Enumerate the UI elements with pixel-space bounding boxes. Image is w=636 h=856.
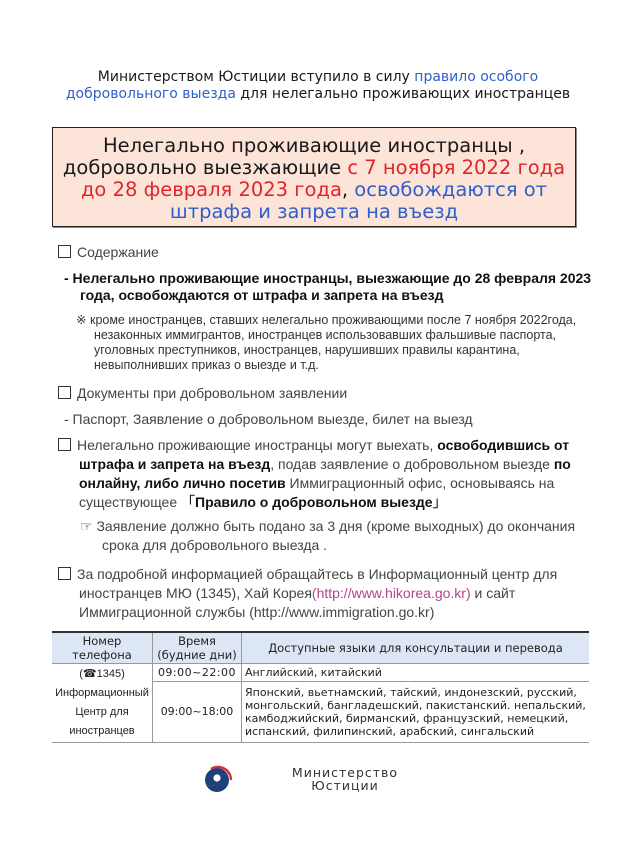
- proc-bold: освободившись от штрафа и запрета на въезд: [79, 437, 570, 472]
- phone-label: Информационный Центр для иностранцев: [55, 687, 149, 737]
- ministry-name: Министерство Юстиции: [291, 765, 399, 793]
- section-heading-label: Документы при добровольном заявлении: [77, 385, 348, 401]
- contact-text: и сайт Иммиграционной службы (http://www.immigration.go.kr): [79, 585, 516, 620]
- section-content-heading: [58, 244, 578, 261]
- languages-cell: Японский, вьетнамский, тайский, индонезский, русский, монгольский, бангладешский, пакистанский. непальский, камбоджийский, бирманский, французский, немецкий, испанский, филипинский, арабский, сингальский: [242, 681, 590, 742]
- languages-cell: Английский, китайский: [242, 664, 590, 682]
- title-text: Министерством Юстиции вступило в силу: [97, 69, 415, 85]
- header-phone: Номер телефона: [52, 632, 153, 664]
- proc-text: , подав заявление о добровольном выезде: [270, 456, 554, 472]
- exception-text: кроме иностранцев, ставших нелегально проживающими после 7 ноября 2022года, незаконных иммигрантов, иностранцев использовавших фальшивые паспорта, уголовных преступников, иностранцев, нарушивших правилы карантина, невыполнивших приказ о выезде и т.д.: [89, 313, 577, 372]
- contact-paragraph: [58, 565, 605, 622]
- proc-text: Нелегально проживающие иностранцы могут выехать,: [77, 437, 438, 453]
- highlight-comma: ,: [341, 178, 355, 201]
- table-row: [52, 664, 589, 682]
- time-cell: 09:00~22:00: [153, 664, 242, 682]
- highlight-dates: с 7 ноября 2022 года до 28 февраля 2023 года: [80, 156, 566, 201]
- highlight-text: Нелегально проживающие иностранцы , добровольно выезжающие: [62, 134, 526, 179]
- section-docs-heading: [58, 385, 578, 402]
- time-cell: 09:00~18:00: [153, 681, 242, 742]
- section-heading-label: Содержание: [77, 244, 159, 260]
- phone-number: (☎1345): [79, 668, 125, 680]
- content-item: - Нелегально проживающие иностранцы, выезжающие до 28 февраля 2023 года, освобождаются от штрафа и запрета на въезд: [64, 270, 592, 303]
- header-time: Время (будние дни): [153, 632, 242, 664]
- deadline-note-text: Заявление должно быть подано за 3 дня (кроме выходных) до окончания срока для добровольного выезда .: [96, 518, 576, 553]
- reference-mark-icon: ※: [76, 313, 87, 327]
- highlight-box: [52, 127, 576, 227]
- document-title: [60, 69, 576, 103]
- proc-bold-rule: 「Правило о добровольном выезде」: [181, 494, 447, 510]
- contact-table: [52, 631, 589, 743]
- ministry-emblem-icon: [201, 764, 233, 796]
- phone-cell: [52, 664, 153, 743]
- exception-note: [76, 313, 602, 373]
- contact-text: За подробной информацией обращайтесь в Информационный центр для иностранцев МЮ (1345), Хай Корея: [77, 566, 558, 601]
- pointing-hand-icon: ☞: [80, 518, 93, 534]
- procedure-paragraph: [58, 436, 605, 512]
- docs-item: - Паспорт, Заявление о добровольном выезде, билет на выезд: [64, 411, 473, 427]
- square-bullet-icon: [58, 567, 71, 580]
- title-text-end: для нелегально проживающих иностранцев: [235, 86, 571, 102]
- deadline-note: [80, 517, 606, 555]
- header-languages: Доступные языки для консультации и перевода: [242, 632, 590, 664]
- square-bullet-icon: [58, 245, 71, 258]
- square-bullet-icon: [58, 438, 71, 451]
- proc-bold: по онлайну, либо лично посетив: [79, 456, 571, 491]
- hikorea-link[interactable]: (http://www.hikorea.go.kr): [311, 585, 471, 601]
- proc-text: Иммиграционный офис, основываясь на существующее: [79, 475, 555, 510]
- highlight-exemption: освобождаются от штрафа и запрета на въезд: [169, 178, 548, 223]
- title-highlight: правило особого добровольного выезда: [65, 69, 539, 102]
- square-bullet-icon: [58, 386, 71, 399]
- table-header-row: [52, 632, 589, 664]
